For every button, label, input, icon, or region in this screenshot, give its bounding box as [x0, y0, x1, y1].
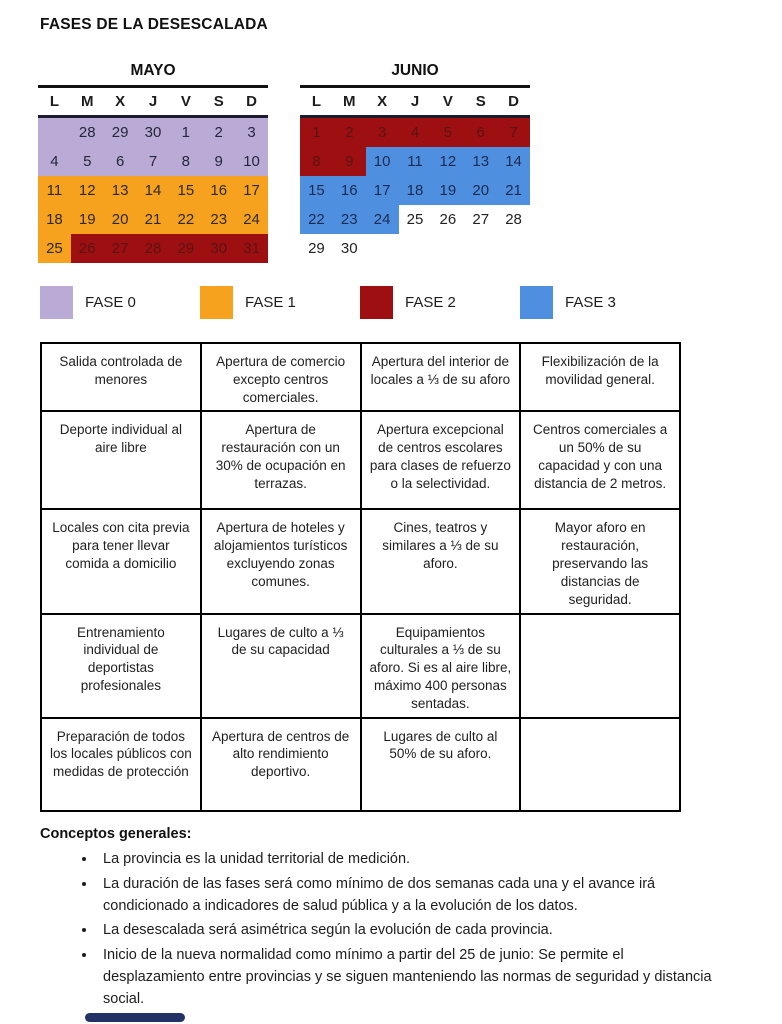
phase-table-cell: Apertura de comercio excepto centros comerciales.	[201, 343, 361, 411]
calendar-day-cell: 11	[399, 147, 432, 176]
weekday-label: D	[246, 93, 257, 110]
note-item: • La desescalada será asimétrica según la evolución de cada provincia.	[97, 920, 717, 942]
calendar-day-cell: 18	[38, 205, 71, 234]
weekday-label: X	[115, 93, 126, 110]
calendar-day-cell: 21	[497, 176, 530, 205]
calendar-day-cell: 10	[235, 147, 268, 176]
phase-table-cell: Locales con cita previa para tener llevar comida a domicilio	[41, 509, 201, 613]
calendar-weekday-header	[38, 88, 268, 118]
legend-label: FASE 1	[245, 294, 296, 311]
calendar-day-cell: 3	[366, 118, 399, 147]
calendar-day-cell: 30	[202, 234, 235, 263]
weekday-label: D	[508, 93, 519, 110]
phase-table-cell: Centros comerciales a un 50% de su capacidad y con una distancia de 2 metros.	[520, 411, 680, 509]
phase-table	[40, 342, 681, 812]
calendar-day-cell: 29	[169, 234, 202, 263]
calendar-day-cell: 1	[169, 118, 202, 147]
calendar-day-cell: 19	[431, 176, 464, 205]
calendar-day-cell: 22	[169, 205, 202, 234]
weekday-label: M	[81, 93, 94, 110]
phase-table-cell: Flexibilización de la movilidad general.	[520, 343, 680, 411]
calendar-day-cell: 31	[235, 234, 268, 263]
calendar-day-cell: 17	[366, 176, 399, 205]
legend-label: FASE 2	[405, 294, 456, 311]
calendar-day-cell: 7	[137, 147, 170, 176]
phase-table-row	[41, 718, 680, 811]
calendar-day-cell: 20	[104, 205, 137, 234]
weekday-label: X	[377, 93, 388, 110]
calendar-day-cell: 4	[38, 147, 71, 176]
weekday-label: M	[343, 93, 356, 110]
phase-table-cell: Entrenamiento individual de deportistas profesionales	[41, 614, 201, 718]
phase-table-row	[41, 343, 680, 411]
calendar-day-cell: 26	[439, 211, 457, 228]
calendar-day-cell: 23	[202, 205, 235, 234]
phase-table-cell: Apertura de hoteles y alojamientos turísticos excluyendo zonas comunes.	[201, 509, 361, 613]
calendar-grid	[38, 118, 268, 263]
calendar-day-cell	[399, 234, 432, 263]
weekday-label: S	[213, 93, 224, 110]
legend-swatch	[520, 286, 553, 319]
calendar-day-cell: 25	[406, 211, 424, 228]
calendar-day-cell: 5	[71, 147, 104, 176]
weekday-label: J	[410, 93, 420, 110]
phase-table-row	[41, 411, 680, 509]
calendar-day-cell: 21	[137, 205, 170, 234]
calendar-day-cell: 12	[71, 176, 104, 205]
calendar-month-title: JUNIO	[300, 62, 530, 88]
calendar-day-cell: 15	[169, 176, 202, 205]
legend-swatch	[360, 286, 393, 319]
calendar-day-cell: 8	[169, 147, 202, 176]
page-title: FASES DE LA DESESCALADA	[40, 16, 268, 33]
calendar-day-cell	[464, 234, 497, 263]
note-item: • Inicio de la nueva normalidad como mínimo a partir del 25 de junio: Se permite el desplazamiento entre provincias y se siguen manteniendo las normas de seguridad y distancia social.	[97, 945, 717, 1010]
phase-table-row	[41, 509, 680, 613]
phase-table-cell: Preparación de todos los locales públicos con medidas de protección	[41, 718, 201, 811]
weekday-label: V	[180, 93, 191, 110]
phase-table-cell: Apertura del interior de locales a ⅓ de su aforo	[361, 343, 521, 411]
calendar-day-cell: 17	[235, 176, 268, 205]
calendar-day-cell: 27	[472, 211, 490, 228]
phase-table-cell	[520, 614, 680, 718]
calendar-day-cell: 24	[366, 205, 399, 234]
calendar-day-cell: 19	[71, 205, 104, 234]
notes-heading: Conceptos generales:	[40, 826, 192, 842]
calendar-day-cell: 26	[71, 234, 104, 263]
calendar-day-cell: 3	[235, 118, 268, 147]
phase-table-cell: Apertura excepcional de centros escolares para clases de refuerzo o la selectividad.	[361, 411, 521, 509]
phase-table-cell	[520, 718, 680, 811]
legend-item	[520, 286, 680, 319]
weekday-label: J	[148, 93, 158, 110]
phase-table-cell: Apertura de restauración con un 30% de ocupación en terrazas.	[201, 411, 361, 509]
calendar-day-cell: 1	[300, 118, 333, 147]
phase-table-cell: Deporte individual al aire libre	[41, 411, 201, 509]
general-concepts-section	[40, 826, 740, 1013]
calendar-day-cell	[431, 234, 464, 263]
calendar-day-cell: 30	[137, 118, 170, 147]
calendar-day-cell: 14	[497, 147, 530, 176]
phase-table-body	[41, 343, 680, 811]
phase-table-cell: Lugares de culto al 50% de su aforo.	[361, 718, 521, 811]
calendar-day-cell	[366, 234, 399, 263]
calendar-month-title: MAYO	[38, 62, 268, 88]
calendar-day-cell: 16	[202, 176, 235, 205]
note-item: • La duración de las fases será como mínimo de dos semanas cada una y el avance irá condicionado a indicadores de salud pública y a la evolución de los datos.	[97, 874, 717, 918]
calendar-day-cell: 4	[399, 118, 432, 147]
weekday-label: L	[49, 93, 59, 110]
calendar-day-cell: 7	[497, 118, 530, 147]
calendar-day-cell: 28	[71, 118, 104, 147]
june-calendar	[300, 62, 530, 263]
calendar-day-cell: 28	[505, 211, 522, 228]
calendar-day-cell: 29	[308, 240, 325, 257]
note-item: • La provincia es la unidad territorial de medición.	[97, 849, 717, 871]
calendar-day-cell	[497, 234, 530, 263]
bottom-progress-bar[interactable]	[85, 1013, 185, 1022]
legend-item	[40, 286, 200, 319]
legend-swatch	[40, 286, 73, 319]
calendar-day-cell: 20	[464, 176, 497, 205]
legend-item	[200, 286, 360, 319]
legend-label: FASE 3	[565, 294, 616, 311]
calendar-day-cell: 16	[333, 176, 366, 205]
weekday-label: S	[475, 93, 486, 110]
calendar-day-cell: 12	[431, 147, 464, 176]
calendar-day-cell: 22	[300, 205, 333, 234]
calendar-day-cell: 15	[300, 176, 333, 205]
calendar-day-cell: 29	[104, 118, 137, 147]
legend-swatch	[200, 286, 233, 319]
phase-table-cell: Mayor aforo en restauración, preservando las distancias de seguridad.	[520, 509, 680, 613]
calendar-day-cell: 2	[202, 118, 235, 147]
weekday-label: V	[442, 93, 453, 110]
calendar-weekday-header	[300, 88, 530, 118]
calendar-day-cell: 23	[333, 205, 366, 234]
calendars-row	[38, 62, 530, 263]
phase-table-cell: Lugares de culto a ⅓ de su capacidad	[201, 614, 361, 718]
calendar-day-cell: 11	[38, 176, 71, 205]
phase-legend	[40, 286, 680, 319]
calendar-day-cell: 9	[202, 147, 235, 176]
calendar-grid	[300, 118, 530, 263]
calendar-day-cell	[38, 118, 71, 147]
calendar-day-cell: 6	[464, 118, 497, 147]
calendar-day-cell: 28	[137, 234, 170, 263]
calendar-day-cell: 5	[431, 118, 464, 147]
calendar-day-cell: 13	[104, 176, 137, 205]
calendar-day-cell: 9	[333, 147, 366, 176]
calendar-day-cell: 8	[300, 147, 333, 176]
calendar-day-cell: 30	[340, 240, 358, 257]
calendar-day-cell: 25	[38, 234, 71, 263]
calendar-day-cell: 13	[464, 147, 497, 176]
may-calendar	[38, 62, 268, 263]
notes-list	[40, 849, 740, 1010]
calendar-day-cell: 2	[333, 118, 366, 147]
weekday-label: L	[311, 93, 321, 110]
phase-table-cell: Salida controlada de menores	[41, 343, 201, 411]
phase-table-row	[41, 614, 680, 718]
legend-item	[360, 286, 520, 319]
calendar-day-cell: 24	[235, 205, 268, 234]
phase-table-cell: Equipamientos culturales a ⅓ de su aforo. Si es al aire libre, máximo 400 personas sentadas.	[361, 614, 521, 718]
calendar-day-cell: 18	[399, 176, 432, 205]
phase-table-cell: Apertura de centros de alto rendimiento deportivo.	[201, 718, 361, 811]
legend-label: FASE 0	[85, 294, 136, 311]
phase-table-cell: Cines, teatros y similares a ⅓ de su aforo.	[361, 509, 521, 613]
calendar-day-cell: 14	[137, 176, 170, 205]
calendar-day-cell: 10	[366, 147, 399, 176]
calendar-day-cell: 6	[104, 147, 137, 176]
calendar-day-cell: 27	[104, 234, 137, 263]
